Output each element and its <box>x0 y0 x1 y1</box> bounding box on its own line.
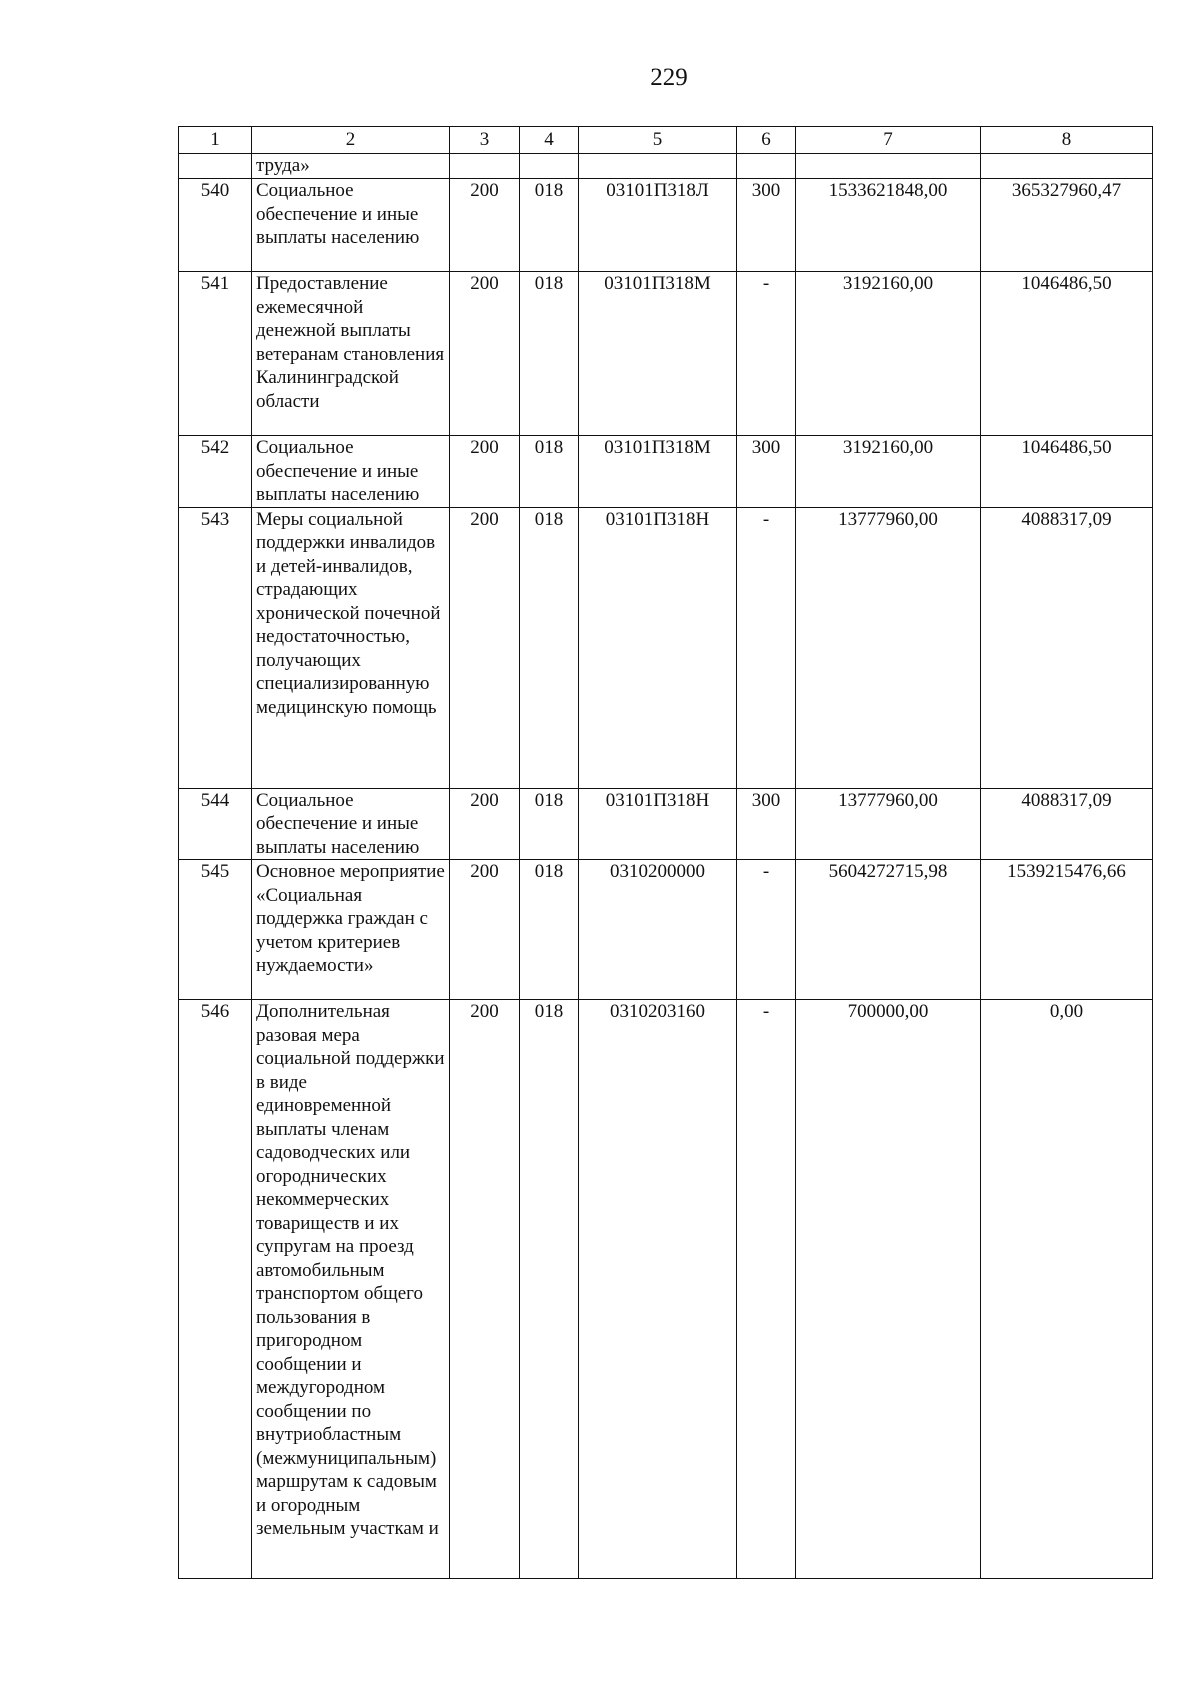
row-col-7: 3192160,00 <box>796 272 981 436</box>
row-col-4: 018 <box>520 860 579 1000</box>
row-col-8: 4088317,09 <box>981 788 1153 860</box>
header-col-4: 4 <box>520 127 579 154</box>
table-row <box>179 436 1153 508</box>
row-col-4: 018 <box>520 436 579 508</box>
row-col-7: 13777960,00 <box>796 507 981 788</box>
row-col-7: 5604272715,98 <box>796 860 981 1000</box>
header-col-1: 1 <box>179 127 252 154</box>
row-number: 546 <box>179 1000 252 1579</box>
row-col-7: 13777960,00 <box>796 788 981 860</box>
row-number: 542 <box>179 436 252 508</box>
row-name: Социальное обеспечение и иные выплаты населению <box>252 436 450 508</box>
row-col-4: 018 <box>520 272 579 436</box>
header-row <box>179 127 1153 154</box>
row-col-6: - <box>737 507 796 788</box>
cell-empty <box>450 154 520 179</box>
row-col-5: 0310203160 <box>579 1000 737 1579</box>
cell-empty <box>737 154 796 179</box>
row-col-8: 1046486,50 <box>981 436 1153 508</box>
row-col-3: 200 <box>450 860 520 1000</box>
row-col-3: 200 <box>450 507 520 788</box>
table-row <box>179 179 1153 272</box>
row-col-3: 200 <box>450 272 520 436</box>
row-col-7: 1533621848,00 <box>796 179 981 272</box>
row-col-8: 4088317,09 <box>981 507 1153 788</box>
row-col-4: 018 <box>520 507 579 788</box>
row-col-3: 200 <box>450 788 520 860</box>
row-number: 540 <box>179 179 252 272</box>
header-col-7: 7 <box>796 127 981 154</box>
row-number: 541 <box>179 272 252 436</box>
row-name: Предоставление ежемесячной денежной выплаты ветеранам становления Калининградской области <box>252 272 450 436</box>
row-name: Социальное обеспечение и иные выплаты населению <box>252 788 450 860</box>
row-col-7: 3192160,00 <box>796 436 981 508</box>
row-col-8: 1539215476,66 <box>981 860 1153 1000</box>
row-col-6: 300 <box>737 179 796 272</box>
row-col-6: - <box>737 272 796 436</box>
row-col-6: - <box>737 860 796 1000</box>
row-col-3: 200 <box>450 436 520 508</box>
row-col-5: 03101П318М <box>579 272 737 436</box>
cell-empty <box>981 154 1153 179</box>
budget-table <box>178 126 1153 1579</box>
header-col-6: 6 <box>737 127 796 154</box>
row-name: Основное мероприятие «Социальная поддержка граждан с учетом критериев нуждаемости» <box>252 860 450 1000</box>
cell-empty <box>579 154 737 179</box>
row-col-4: 018 <box>520 1000 579 1579</box>
row-col-8: 0,00 <box>981 1000 1153 1579</box>
row-col-3: 200 <box>450 1000 520 1579</box>
row-col-6: 300 <box>737 436 796 508</box>
row-col-4: 018 <box>520 179 579 272</box>
continuation-row <box>179 154 1153 179</box>
row-number: 544 <box>179 788 252 860</box>
table-row <box>179 860 1153 1000</box>
page-number: 229 <box>650 64 688 91</box>
row-number: 543 <box>179 507 252 788</box>
row-col-5: 03101П318Н <box>579 507 737 788</box>
cell-empty <box>520 154 579 179</box>
table-row <box>179 272 1153 436</box>
row-name: Социальное обеспечение и иные выплаты населению <box>252 179 450 272</box>
table-row <box>179 788 1153 860</box>
row-col-4: 018 <box>520 788 579 860</box>
row-col-5: 03101П318Л <box>579 179 737 272</box>
row-col-5: 03101П318М <box>579 436 737 508</box>
row-col-7: 700000,00 <box>796 1000 981 1579</box>
header-col-5: 5 <box>579 127 737 154</box>
row-col-8: 365327960,47 <box>981 179 1153 272</box>
cell-empty <box>796 154 981 179</box>
row-col-5: 0310200000 <box>579 860 737 1000</box>
row-name: Дополнительная разовая мера социальной поддержки в виде единовременной выплаты членам садоводческих или огороднических некоммерческих товариществ и их супругам на проезд автомобильным транспортом общего пользования в пригородном сообщении и междугородном сообщении по внутриобластным (межмуниципальным) маршрутам к садовым и огородным земельным участкам и <box>252 1000 450 1579</box>
header-col-8: 8 <box>981 127 1153 154</box>
row-col-3: 200 <box>450 179 520 272</box>
table-row <box>179 507 1153 788</box>
row-name: Меры социальной поддержки инвалидов и детей-инвалидов, страдающих хронической почечной недостаточностью, получающих специализированную медицинскую помощь <box>252 507 450 788</box>
row-col-6: 300 <box>737 788 796 860</box>
row-col-8: 1046486,50 <box>981 272 1153 436</box>
row-col-5: 03101П318Н <box>579 788 737 860</box>
header-col-2: 2 <box>252 127 450 154</box>
row-col-6: - <box>737 1000 796 1579</box>
header-col-3: 3 <box>450 127 520 154</box>
cell-empty <box>179 154 252 179</box>
continuation-text: труда» <box>252 154 450 179</box>
row-number: 545 <box>179 860 252 1000</box>
table-row <box>179 1000 1153 1579</box>
